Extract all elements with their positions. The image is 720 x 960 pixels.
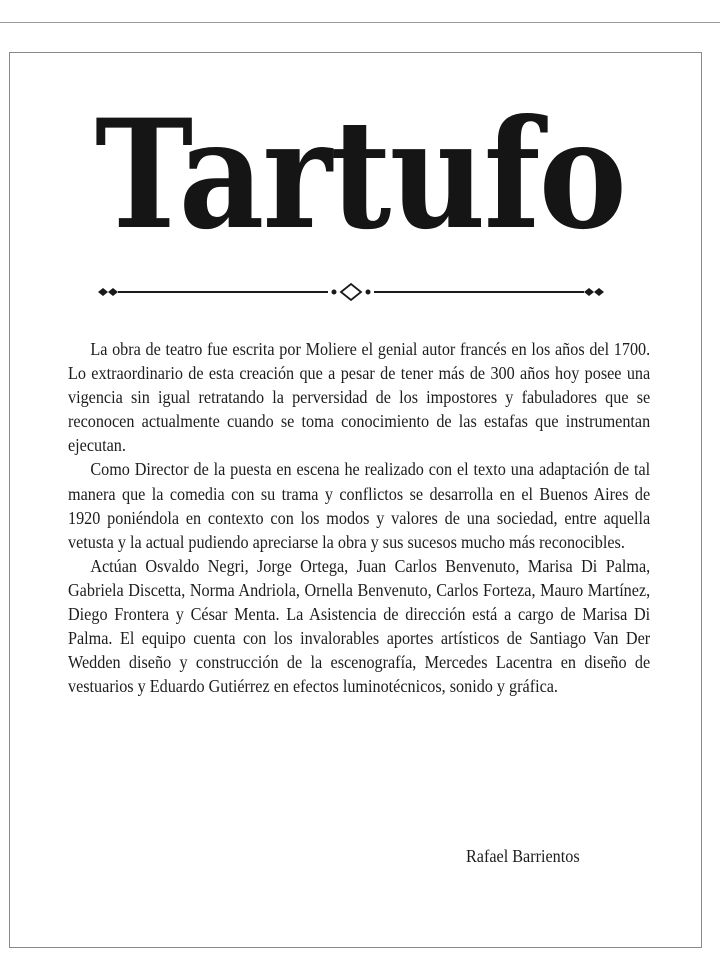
- author-signature: Rafael Barrientos: [466, 846, 580, 866]
- paragraph-cast: Actúan Osvaldo Negri, Jorge Ortega, Juan Carlos Benvenuto, Marisa Di Palma, Gabriela Discetta, Norma Andriola, Ornella Benvenuto, Carlos Forteza, Mauro Martínez, Diego Frontera y César Menta. La Asistencia de dirección está a cargo de Marisa Di Palma. El equipo cuenta con los invalorables aportes artísticos de Santiago Van Der Wedden diseño y construcción de la escenografía, Mercedes Lacentra en diseño de vestuarios y Eduardo Gutiérrez en efectos luminotécnicos, sonido y gráfica.: [68, 555, 651, 697]
- top-rule: [0, 22, 720, 23]
- divider-ornament-icon: [96, 282, 606, 302]
- page-title: Tartufo: [94, 87, 626, 263]
- paragraph-direction: Como Director de la puesta en escena he realizado con el texto una adaptación de tal manera que la comedia con su trama y conflictos se desarrolla en el Buenos Aires de 1920 poniéndola en contexto con los modos y valores de una sociedad, entre aquella vetusta y la actual pudiendo apreciarse la obra y sus sucesos mucho más reconocibles.: [68, 459, 651, 552]
- article-body: [68, 337, 650, 698]
- paragraph-intro: La obra de teatro fue escrita por Moliere el genial autor francés en los años del 1700. Lo extraordinario de esta creación que a pesar de tener más de 300 años hoy posee una vigencia sin igual retratando la perversidad de los impostores y fabuladores que se reconocen actualmente cuando se toma conocimiento de las estafas que instrumentan ejecutan.: [68, 339, 651, 456]
